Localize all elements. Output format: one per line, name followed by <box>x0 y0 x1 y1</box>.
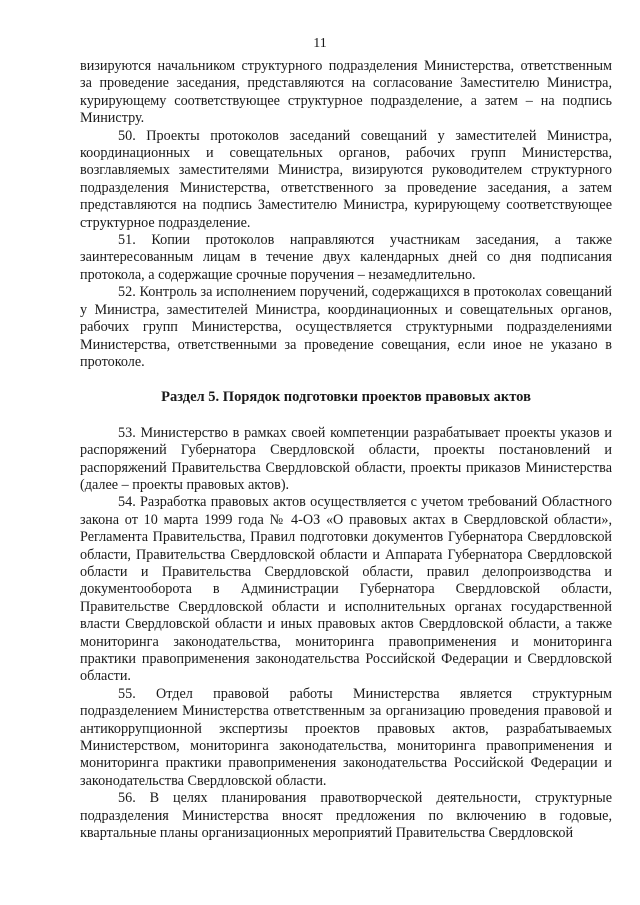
paragraph-50: 50. Проекты протоколов заседаний совещаний у заместителей Министра, координационных и совещательных органов, рабочих групп Министерства, возглавляемых заместителями Министра, визируются руководителем структурного подразделения Министерства, ответственного за проведение заседания, а затем представляются на подпись Заместителю Министра, курирующему соответствующее структурное подразделение. <box>80 127 612 231</box>
paragraph-53: 53. Министерство в рамках своей компетенции разрабатывает проекты указов и распоряжений Губернатора Свердловской области, проекты постановлений и распоряжений Правительства Свердловской области, проекты приказов Министерства (далее – проекты правовых актов). <box>80 424 612 493</box>
paragraph-56: 56. В целях планирования правотворческой деятельности, структурные подразделения Министерства вносят предложения по включению в годовые, квартальные планы организационных мероприятий Правительства Свердловской <box>80 790 612 842</box>
paragraph-54: 54. Разработка правовых актов осуществляется с учетом требований Областного закона от 10 марта 1999 года № 4-ОЗ «О правовых актах в Свердловской области», Регламента Правительства, Правил подготовки документов Губернатора Свердловской области, Правительства Свердловской области и Аппарата Губернатора Свердловской области и Правительства Свердловской области, правил делопроизводства и документооборота в Администрации Губернатора Свердловской области, Правительстве Свердловской области и исполнительных органах государственной власти Свердловской области и иных правовых актов Свердловской области, а также мониторинга законодательства, мониторинга правоприменения и мониторинга практики правоприменения законодательства Российской Федерации и Свердловской области. <box>80 494 612 685</box>
document-body <box>80 58 612 842</box>
paragraph-continuation: визируются начальником структурного подразделения Министерства, ответственным за проведение заседания, представляются на согласование Заместителю Министра, курирующему соответствующее структурное подразделение, а затем – на подпись Министру. <box>80 58 612 127</box>
section-heading: Раздел 5. Порядок подготовки проектов правовых актов <box>161 389 531 406</box>
page-number: 11 <box>313 36 327 51</box>
paragraph-51: 51. Копии протоколов направляются участникам заседания, а также заинтересованным лицам в течение двух календарных дней со дня подписания протокола, а содержащие срочные поручения – незамедлительно. <box>80 232 612 283</box>
paragraph-52: 52. Контроль за исполнением поручений, содержащихся в протоколах совещаний у Министра, заместителей Министра, координационных и совещательных органов, рабочих групп Министерства, осуществляется структурными подразделениями Министерства, ответственными за проведение совещания, если иное не указано в протоколе. <box>80 284 612 370</box>
paragraph-55: 55. Отдел правовой работы Министерства является структурным подразделением Министерства ответственным за организацию проведения правовой и антикоррупционной экспертизы проектов правовых актов, разрабатываемых Министерством, мониторинга законодательства, мониторинга правоприменения и мониторинга практики правоприменения законодательства Российской Федерации и законодательства Свердловской области. <box>80 685 612 789</box>
